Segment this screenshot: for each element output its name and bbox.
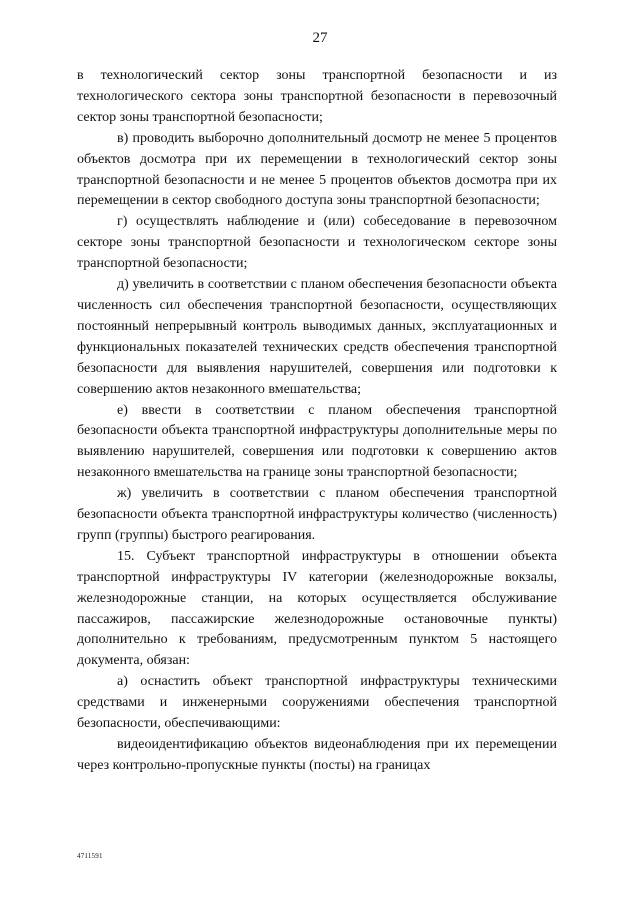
paragraph-item-zh: ж) увеличить в соответствии с планом обеспечения транспортной безопасности объекта транспортной инфраструктуры количество (численность) групп (группы) быстрого реагирования. [77, 486, 557, 543]
paragraph-item-v: в) проводить выборочно дополнительный досмотр не менее 5 процентов объектов досмотра при их перемещении в технологический сектор зоны транспортной безопасности и не менее 5 процентов объектов досмотра при их перемещении в сектор свободного доступа зоны транспортной безопасности; [77, 130, 557, 209]
document-code: 4711591 [77, 852, 103, 860]
paragraph-clause-15: 15. Субъект транспортной инфраструктуры в отношении объекта транспортной инфраструктуры IV категории (железнодорожные вокзалы, железнодорожные станции, на которых осуществляется обслуживание пассажиров, пассажирские железнодорожные остановочные пункты) дополнительно к требованиям, предусмотренным пунктом 5 настоящего документа, обязан: [77, 548, 557, 669]
paragraph-item-d: д) увеличить в соответствии с планом обеспечения безопасности объекта численность сил обеспечения транспортной безопасности, осуществляющих постоянный непрерывный контроль выводимых данных, эксплуатационных и функциональных показателей технических средств обеспечения транспортной безопасности для выявления нарушителей, совершения или подготовки к совершению актов незаконного вмешательства; [77, 277, 557, 397]
paragraph-item-g: г) осуществлять наблюдение и (или) собеседование в перевозочном секторе зоны транспортной безопасности и технологическом секторе зоны транспортной безопасности; [77, 214, 557, 272]
document-body [77, 66, 557, 777]
paragraph-continuation: в технологический сектор зоны транспортной безопасности и из технологического сектора зоны транспортной безопасности в перевозочный сектор зоны транспортной безопасности; [77, 68, 557, 125]
paragraph-video-identification: видеоидентификацию объектов видеонаблюдения при их перемещении через контрольно-пропускные пункты (посты) на границах [77, 737, 557, 773]
paragraph-item-e: е) ввести в соответствии с планом обеспечения транспортной безопасности объекта транспортной инфраструктуры дополнительные меры по выявлению нарушителей, совершения или подготовки к совершению актов незаконного вмешательства на границе зоны транспортной безопасности; [77, 402, 557, 481]
page-number: 27 [312, 30, 328, 46]
paragraph-item-a: а) оснастить объект транспортной инфраструктуры техническими средствами и инженерными сооружениями обеспечения транспортной безопасности, обеспечивающими: [77, 674, 557, 732]
